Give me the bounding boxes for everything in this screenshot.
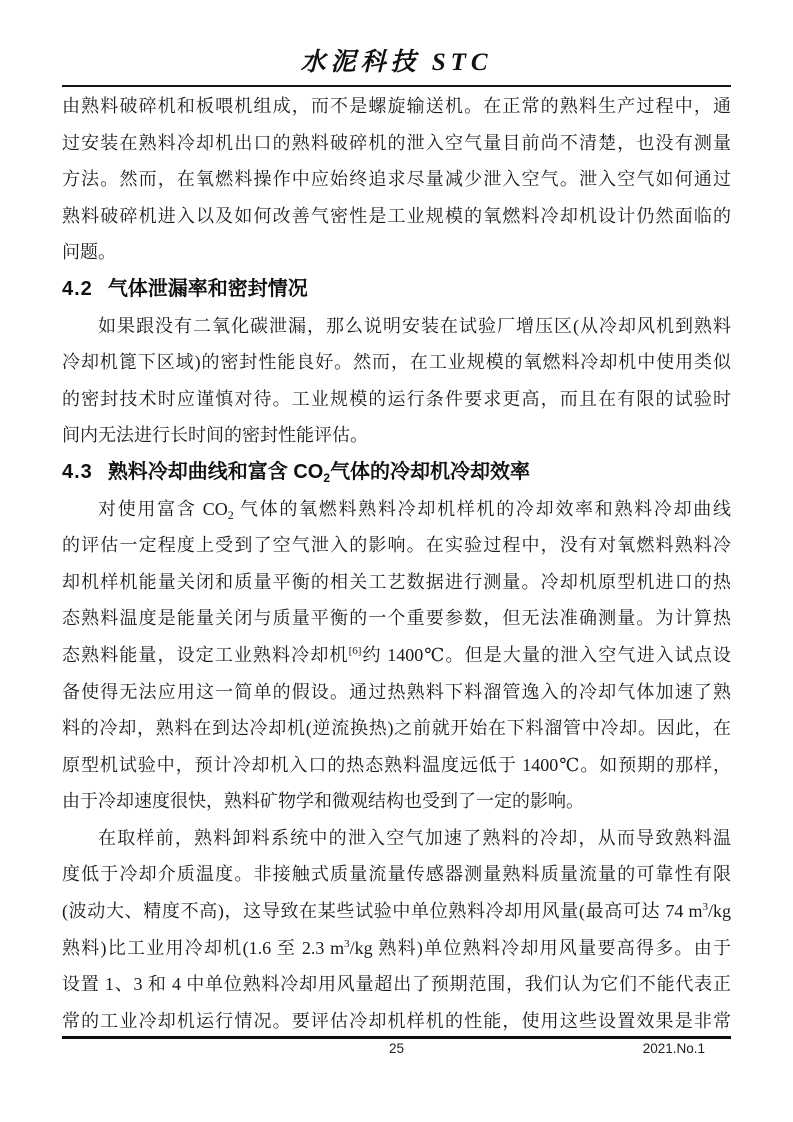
text-segment: /kg 熟料)单位熟料冷却用风量要高得多。由于 [349,937,731,958]
page-header [0,0,793,78]
text-segment: 对使用富含 CO [98,498,228,519]
text-line [62,893,731,930]
section-title: 熟料冷却曲线和富含 CO [107,460,324,483]
text-line [62,491,731,528]
text-line: 的密封技术时应谨慎对待。工业规模的运行条件要求更高，而且在有限的试验时 [62,388,731,409]
footer-row [62,1041,731,1059]
page-body [62,87,731,1039]
text-line: 却机样机能量关闭和质量平衡的相关工艺数据进行测量。冷却机原型机进口的热 [62,571,731,592]
paragraph-2 [62,308,731,454]
text-line: 态熟料温度是能量关闭与质量平衡的一个重要参数，但无法准确测量。为计算热 [62,608,731,629]
journal-title: 水泥科技 STC [300,49,493,76]
text-segment: /kg [707,901,731,922]
page-number: 25 [388,1041,405,1056]
text-line [62,930,731,967]
section-number: 4.3 [62,460,93,483]
section-heading-4-3 [62,454,731,491]
superscript: 3 [702,901,708,914]
text-line: 设置 1、3 和 4 中单位熟料冷却用风量超出了预期范围，我们认为它们不能代表正 [62,974,731,995]
superscript: 3 [344,937,350,950]
paragraph-4 [62,820,731,1040]
text-line: 在取样前，熟料卸料系统中的泄入空气加速了熟料的冷却，从而导致熟料温 [98,827,731,848]
text-line: 熟料破碎机进入以及如何改善气密性是工业规模的氧燃料冷却机设计仍然面临的 [62,205,731,226]
paragraph-3 [62,491,731,820]
issue-number: 2021.No.1 [642,1041,705,1056]
citation-superscript: [6] [348,644,362,657]
text-segment: 气体的氧燃料熟料冷却机样机的冷却效率和熟料冷却曲线 [233,498,731,519]
section-title: 气体泄漏率和密封情况 [107,277,308,300]
text-line: 度低于冷却介质温度。非接触式质量流量传感器测量熟料质量流量的可靠性有限 [62,864,731,885]
text-line: 的评估一定程度上受到了空气泄入的影响。在实验过程中，没有对氧燃料熟料冷 [62,535,731,556]
text-line: 过安装在熟料冷却机出口的熟料破碎机的泄入空气量目前尚不清楚，也没有测量 [62,132,731,153]
text-segment: 约 1400℃。但是大量的泄入空气进入试点设 [361,644,731,665]
text-segment: (波动大、精度不高)，这导致在某些试验中单位熟料冷却用风量(最高可达 74 m [62,901,703,922]
text-line: 由熟料破碎机和板喂机组成，而不是螺旋输送机。在正常的熟料生产过程中，通 [62,96,731,116]
text-line: 料的冷却，熟料在到达冷却机(逆流换热)之前就开始在下料溜管中冷却。因此，在 [62,718,731,739]
section-title: 气体的冷却机冷却效率 [330,460,531,483]
text-segment: 熟料)比工业用冷却机(1.6 至 2.3 m [62,937,345,958]
text-line: 由于冷却速度很快，熟料矿物学和微观结构也受到了一定的影响。 [62,791,584,812]
text-line: 如果跟没有二氧化碳泄漏，那么说明安装在试验厂增压区(从冷却风机到熟料 [98,315,731,336]
section-number: 4.2 [62,277,93,300]
subscript: 2 [227,507,234,522]
section-heading-4-2 [62,271,731,308]
text-line: 间内无法进行长时间的密封性能评估。 [62,425,368,446]
subscript: 2 [323,470,331,485]
footer-rule [62,1036,731,1039]
paragraph-1 [62,88,731,271]
text-line: 方法。然而，在氧燃料操作中应始终追求尽量减少泄入空气。泄入空气如何通过 [62,169,731,190]
page-footer [62,1036,731,1059]
text-segment: 态熟料能量，设定工业熟料冷却机 [62,644,349,665]
text-line: 常的工业冷却机运行情况。要评估冷却机样机的性能，使用这些设置效果是非常 [62,1010,731,1031]
text-line: 备使得无法应用这一简单的假设。通过热熟料下料溜管逸入的冷却气体加速了熟 [62,681,731,702]
text-line: 问题。 [62,242,116,263]
text-line: 原型机试验中，预计冷却机入口的热态熟料温度远低于 1400℃。如预期的那样， [62,754,731,775]
text-line [62,637,731,674]
text-line: 冷却机篦下区域)的密封性能良好。然而，在工业规模的氧燃料冷却机中使用类似 [62,352,731,373]
